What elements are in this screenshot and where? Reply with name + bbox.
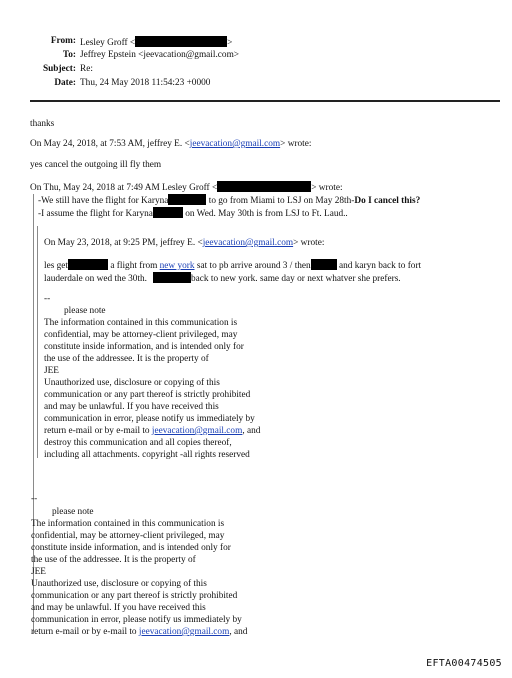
to-value: Jeffrey Epstein <jeevacation@gmail.com> [80, 50, 240, 60]
redaction-block [217, 181, 311, 192]
q3-l2-a: lauderdale on wed the 30th. [44, 274, 148, 284]
q3-l1-a: les get [44, 261, 69, 271]
disclaimer-line: The information contained in this communication is [31, 519, 225, 529]
to-label: To: [62, 50, 76, 60]
reply-text: thanks [30, 119, 55, 129]
return-suffix: , and [242, 426, 261, 436]
quote-intro-1-suffix: > wrote: [280, 139, 312, 149]
disclaimer-line: constitute inside information, and is intended only for [31, 543, 231, 553]
from-value [80, 36, 232, 50]
disclaimer-line: constitute inside information, and is intended only for [44, 342, 244, 352]
disclaimer-line: including all attachments. copyright -all rights reserved [44, 450, 250, 460]
disclaimer-line: JEE [31, 567, 46, 577]
quote-bar-inner [37, 226, 38, 458]
disclaimer-line: and may be unlawful. If you have received this [44, 402, 219, 412]
email-link[interactable]: jeevacation@gmail.com [151, 426, 243, 436]
quoted-line-1-b: to go from Miami to LSJ on May 28th- [206, 196, 355, 206]
redaction-block [311, 259, 337, 270]
redaction-block [153, 272, 191, 283]
signature-dashes: -- [31, 494, 38, 504]
quoted-line-2 [38, 207, 348, 221]
disclaimer-line: The information contained in this communication is [44, 318, 238, 328]
date-label: Date: [54, 78, 76, 88]
quoted-msg-line-2 [44, 272, 401, 286]
disclaimer-line: Unauthorized use, disclosure or copying of this [31, 579, 207, 589]
email-link[interactable]: jeevacation@gmail.com [138, 627, 230, 637]
disclaimer-line: JEE [44, 366, 59, 376]
document-id: EFTA00474505 [426, 657, 502, 669]
quote-intro-2-suffix: > wrote: [311, 183, 343, 193]
quote-intro-3-suffix: > wrote: [293, 238, 325, 248]
from-suffix: > [227, 38, 233, 48]
disclaimer-line: the use of the addressee. It is the property of [44, 354, 209, 364]
redaction-block [168, 194, 206, 205]
redaction-block [153, 207, 183, 218]
disclaimer-line: Unauthorized use, disclosure or copying of this [44, 378, 220, 388]
quoted-line-2-b: on Wed. May 30th is from LSJ to Ft. Laud.. [182, 209, 348, 219]
q3-l1-d: and karyn back to fort [336, 261, 422, 271]
disclaimer-line: communication in error, please notify us immediately by [31, 615, 242, 625]
redaction-block [68, 259, 108, 270]
quote-intro-1 [30, 139, 311, 151]
disclaimer-line: confidential, may be attorney-client privileged, may [44, 330, 238, 340]
email-link[interactable]: jeevacation@gmail.com [202, 238, 294, 248]
quote-intro-1-text: On May 24, 2018, at 7:53 AM, jeffrey E. < [30, 139, 190, 149]
disclaimer-return-line [44, 426, 260, 438]
disclaimer-line: the use of the addressee. It is the property of [31, 555, 196, 565]
q3-l2-b: back to new york. same day or next whatver she prefers. [191, 274, 401, 284]
disclaimer-line: please note [64, 306, 106, 316]
q3-l1-c: sat to pb arrive around 3 / then [194, 261, 311, 271]
quote-intro-3-text: On May 23, 2018, at 9:25 PM, jeffrey E. < [44, 238, 203, 248]
return-suffix: , and [229, 627, 248, 637]
return-text: return e-mail or by e-mail to [31, 627, 139, 637]
disclaimer-line: communication or any part thereof is strictly prohibited [31, 591, 238, 601]
quoted-line-1-a: -We still have the flight for Karyna [38, 196, 169, 206]
disclaimer-line: and may be unlawful. If you have received this [31, 603, 206, 613]
signature-dashes: -- [44, 294, 51, 304]
disclaimer-line: please note [52, 507, 94, 517]
quoted-line-2-a: -I assume the flight for Karyna [38, 209, 153, 219]
email-link[interactable]: jeevacation@gmail.com [189, 139, 281, 149]
quote-intro-3 [44, 238, 324, 250]
location-link[interactable]: new york [159, 261, 195, 271]
quoted-msg-line-1 [44, 259, 421, 273]
from-label: From: [50, 36, 76, 46]
q3-l1-b: a flight from [108, 261, 160, 271]
quoted-line-1 [38, 194, 420, 208]
disclaimer-line: communication in error, please notify us immediately by [44, 414, 255, 424]
disclaimer-line: confidential, may be attorney-client privileged, may [31, 531, 225, 541]
quote-intro-2 [30, 181, 343, 195]
date-value: Thu, 24 May 2018 11:54:23 +0000 [80, 78, 211, 88]
subject-label: Subject: [42, 64, 76, 74]
redaction-block [135, 36, 227, 47]
disclaimer-line: communication or any part thereof is strictly prohibited [44, 390, 251, 400]
subject-value: Re: [80, 64, 93, 74]
quoted-line-1-bold: Do I cancel this? [354, 196, 421, 206]
quote-intro-2-text: On Thu, May 24, 2018 at 7:49 AM Lesley Groff < [30, 183, 218, 193]
header-divider [30, 100, 500, 102]
quoted-reply-1: yes cancel the outgoing ill fly them [30, 160, 162, 170]
disclaimer-return-line [31, 627, 247, 639]
return-text: return e-mail or by e-mail to [44, 426, 152, 436]
from-name: Lesley Groff < [80, 38, 136, 48]
disclaimer-line: destroy this communication and all copies thereof, [44, 438, 232, 448]
